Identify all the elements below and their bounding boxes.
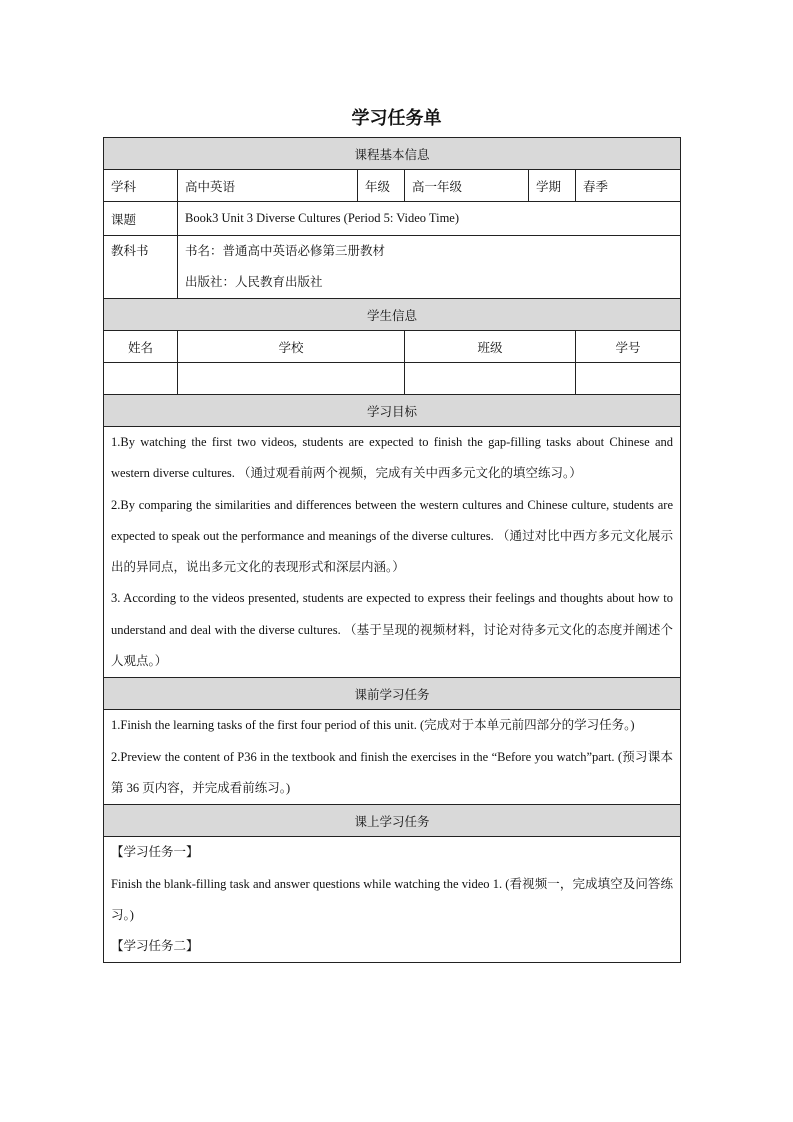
in-class-cell: [104, 837, 681, 963]
objectives-row: [104, 427, 681, 678]
topic-row: [104, 202, 681, 236]
student-blank-row: [104, 363, 681, 395]
student-id-field[interactable]: [576, 363, 681, 395]
subject-value: 高中英语: [178, 170, 358, 202]
subject-label: 学科: [104, 170, 178, 202]
pre-class-item: 1.Finish the learning tasks of the first four period of this unit. (完成对于本单元前四部分的学习任务。): [111, 718, 635, 733]
student-name-field[interactable]: [104, 363, 178, 395]
task2-title: 【学习任务二】: [111, 939, 199, 954]
textbook-name: 书名：普通高中英语必修第三册教材: [185, 244, 386, 258]
in-class-header-row: [104, 805, 681, 837]
subject-row: [104, 170, 681, 202]
in-class-header: 课上学习任务: [104, 805, 681, 837]
page-title: 学习任务单: [351, 108, 442, 129]
task1-title: 【学习任务一】: [111, 845, 199, 860]
pre-class-cell: [104, 710, 681, 805]
term-label: 学期: [529, 170, 576, 202]
topic-value: Book3 Unit 3 Diverse Cultures (Period 5: Video Time): [178, 202, 681, 236]
textbook-label-cell: [104, 236, 178, 299]
objective-item: 2.By comparing the similarities and differences between the western cultures and Chinese culture, students are expected to speak out the performance and meanings of the diverse cultures. （通过对比中西方多元文化展示出的异同点，说出多元文化的表现形式和深层内涵。）: [111, 497, 674, 575]
student-id-header: 学号: [576, 331, 681, 363]
task1-text: Finish the blank-filling task and answer questions while watching the video 1. (看视频一，完成填空及问答练习。): [111, 876, 674, 922]
objective-item: 1.By watching the first two videos, students are expected to finish the gap-filling tasks about Chinese and western diverse cultures. （通过观看前两个视频，完成有关中西多元文化的填空练习。）: [111, 435, 674, 481]
student-school-field[interactable]: [178, 363, 405, 395]
student-columns-row: [104, 331, 681, 363]
student-name-header: 姓名: [104, 331, 178, 363]
textbook-label: 教科书: [111, 244, 149, 258]
objectives-header-row: [104, 395, 681, 427]
course-info-header-row: [104, 138, 681, 170]
textbook-value-cell: [178, 236, 681, 299]
course-info-header: 课程基本信息: [104, 138, 681, 170]
pre-class-header-row: [104, 678, 681, 710]
objective-item: 3. According to the videos presented, students are expected to express their feelings and thoughts about how to understand and deal with the diverse cultures. （基于呈现的视频材料，讨论对待多元文化的态度并阐述个人观点。）: [111, 591, 674, 669]
student-class-header: 班级: [405, 331, 576, 363]
objectives-header: 学习目标: [104, 395, 681, 427]
pre-class-header: 课前学习任务: [104, 678, 681, 710]
pre-class-row: [104, 710, 681, 805]
textbook-row: [104, 236, 681, 299]
student-school-header: 学校: [178, 331, 405, 363]
pre-class-item: 2.Preview the content of P36 in the textbook and finish the exercises in the “Before you watch”part. (预习课本第 36 页内容，并完成看前练习。): [111, 749, 674, 795]
term-value: 春季: [576, 170, 681, 202]
student-class-field[interactable]: [405, 363, 576, 395]
in-class-row: [104, 837, 681, 963]
textbook-publisher: 出版社：人民教育出版社: [185, 275, 323, 289]
student-info-header-row: [104, 299, 681, 331]
objectives-cell: [104, 427, 681, 678]
topic-label: 课题: [104, 202, 178, 236]
grade-value: 高一年级: [405, 170, 529, 202]
grade-label: 年级: [358, 170, 405, 202]
task-sheet-table: [103, 137, 681, 963]
student-info-header: 学生信息: [104, 299, 681, 331]
